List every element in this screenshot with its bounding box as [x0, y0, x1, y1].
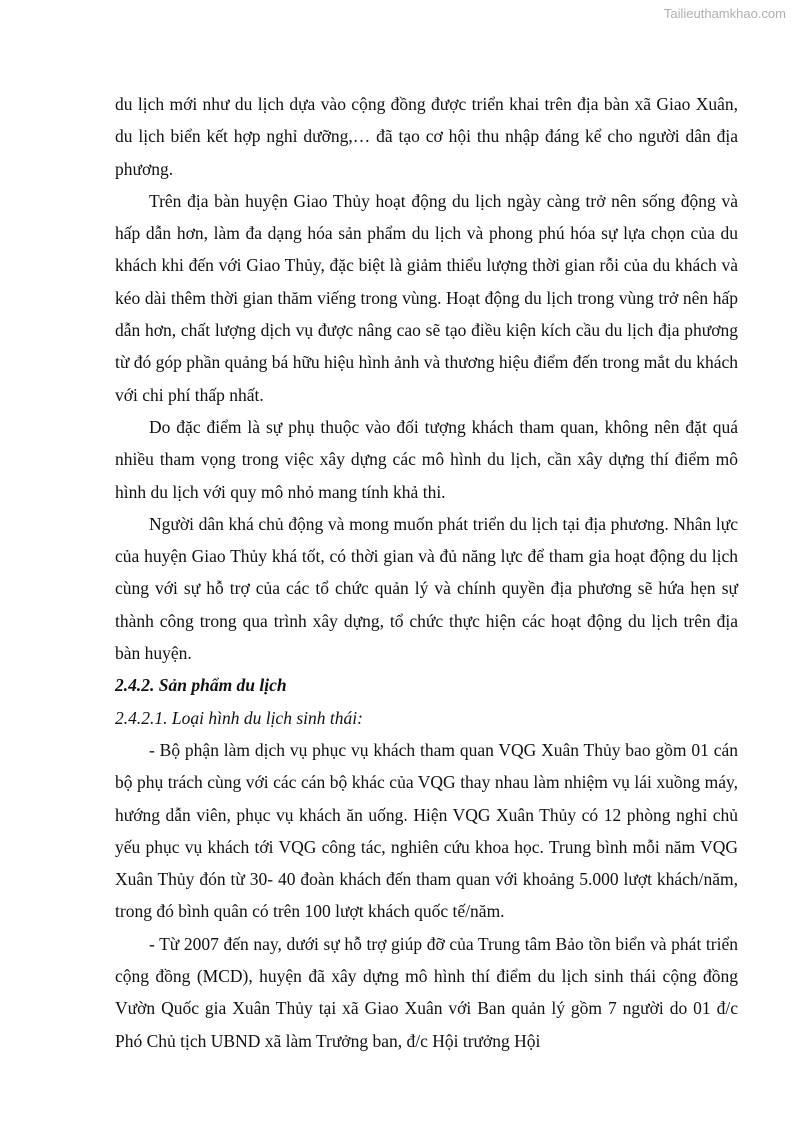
paragraph-4: Người dân khá chủ động và mong muốn phát triển du lịch tại địa phương. Nhân lực của huyện Giao Thủy khá tốt, có thời gian và đủ năng lực để tham gia hoạt động du lịch cùng với sự hỗ trợ của các tổ chức quản lý và chính quyền địa phương sẽ hứa hẹn sự thành công trong qua trình xây dựng, tổ chức thực hiện các hoạt động du lịch trên địa bàn huyện.: [115, 513, 738, 664]
paragraph-2: Trên địa bàn huyện Giao Thủy hoạt động du lịch ngày càng trở nên sống động và hấp dẫn hơn, làm đa dạng hóa sản phẩm du lịch và phong phú hóa sự lựa chọn của du khách khi đến với Giao Thủy, đặc biệt là giảm thiểu lượng thời gian rỗi của du khách và kéo dài thêm thời gian thăm viếng trong vùng. Hoạt động du lịch trong vùng trở nên hấp dẫn hơn, chất lượng dịch vụ được nâng cao sẽ tạo điều kiện kích cầu du lịch địa phương từ đó góp phần quảng bá hữu hiệu hình ảnh và thương hiệu điểm đến trong mắt du khách với chi phí thấp nhất.: [115, 190, 738, 405]
paragraph-1: du lịch mới như du lịch dựa vào cộng đồng được triển khai trên địa bàn xã Giao Xuân, du lịch biển kết hợp nghỉ dưỡng,… đã tạo cơ hội thu nhập đáng kể cho người dân địa phương.: [115, 94, 738, 179]
paragraph-3: Do đặc điểm là sự phụ thuộc vào đối tượng khách tham quan, không nên đặt quá nhiều tham vọng trong việc xây dựng các mô hình du lịch, cần xây dựng thí điểm mô hình du lịch với quy mô nhỏ mang tính khả thi.: [115, 416, 738, 502]
paragraph-6: - Từ 2007 đến nay, dưới sự hỗ trợ giúp đỡ của Trung tâm Bảo tồn biển và phát triển cộng đồng (MCD), huyện đã xây dựng mô hình thí điểm du lịch sinh thái cộng đồng Vườn Quốc gia Xuân Thủy tại xã Giao Xuân với Ban quản lý gồm 7 người do 01 đ/c Phó Chủ tịch UBND xã làm Trưởng ban, đ/c Hội trưởng Hội: [115, 933, 738, 1051]
paragraph-5: - Bộ phận làm dịch vụ phục vụ khách tham quan VQG Xuân Thủy bao gồm 01 cán bộ phụ trách cùng với các cán bộ khác của VQG thay nhau làm nhiệm vụ lái xuồng máy, hướng dẫn viên, phục vụ khách ăn uống. Hiện VQG Xuân Thủy có 12 phòng nghỉ chủ yếu phục vụ khách tới VQG công tác, nghiên cứu khoa học. Trung bình mỗi năm VQG Xuân Thủy đón từ 30- 40 đoàn khách đến tham quan với khoảng 5.000 lượt khách/năm, trong đó bình quân có trên 100 lượt khách quốc tế/năm.: [115, 739, 738, 922]
watermark: Tailieuthamkhao.com: [663, 6, 786, 21]
subsection-heading: 2.4.2.1. Loại hình du lịch sinh thái:: [115, 707, 363, 728]
section-heading: 2.4.2. Sản phẩm du lịch: [115, 675, 287, 696]
document-body: [115, 88, 738, 1057]
